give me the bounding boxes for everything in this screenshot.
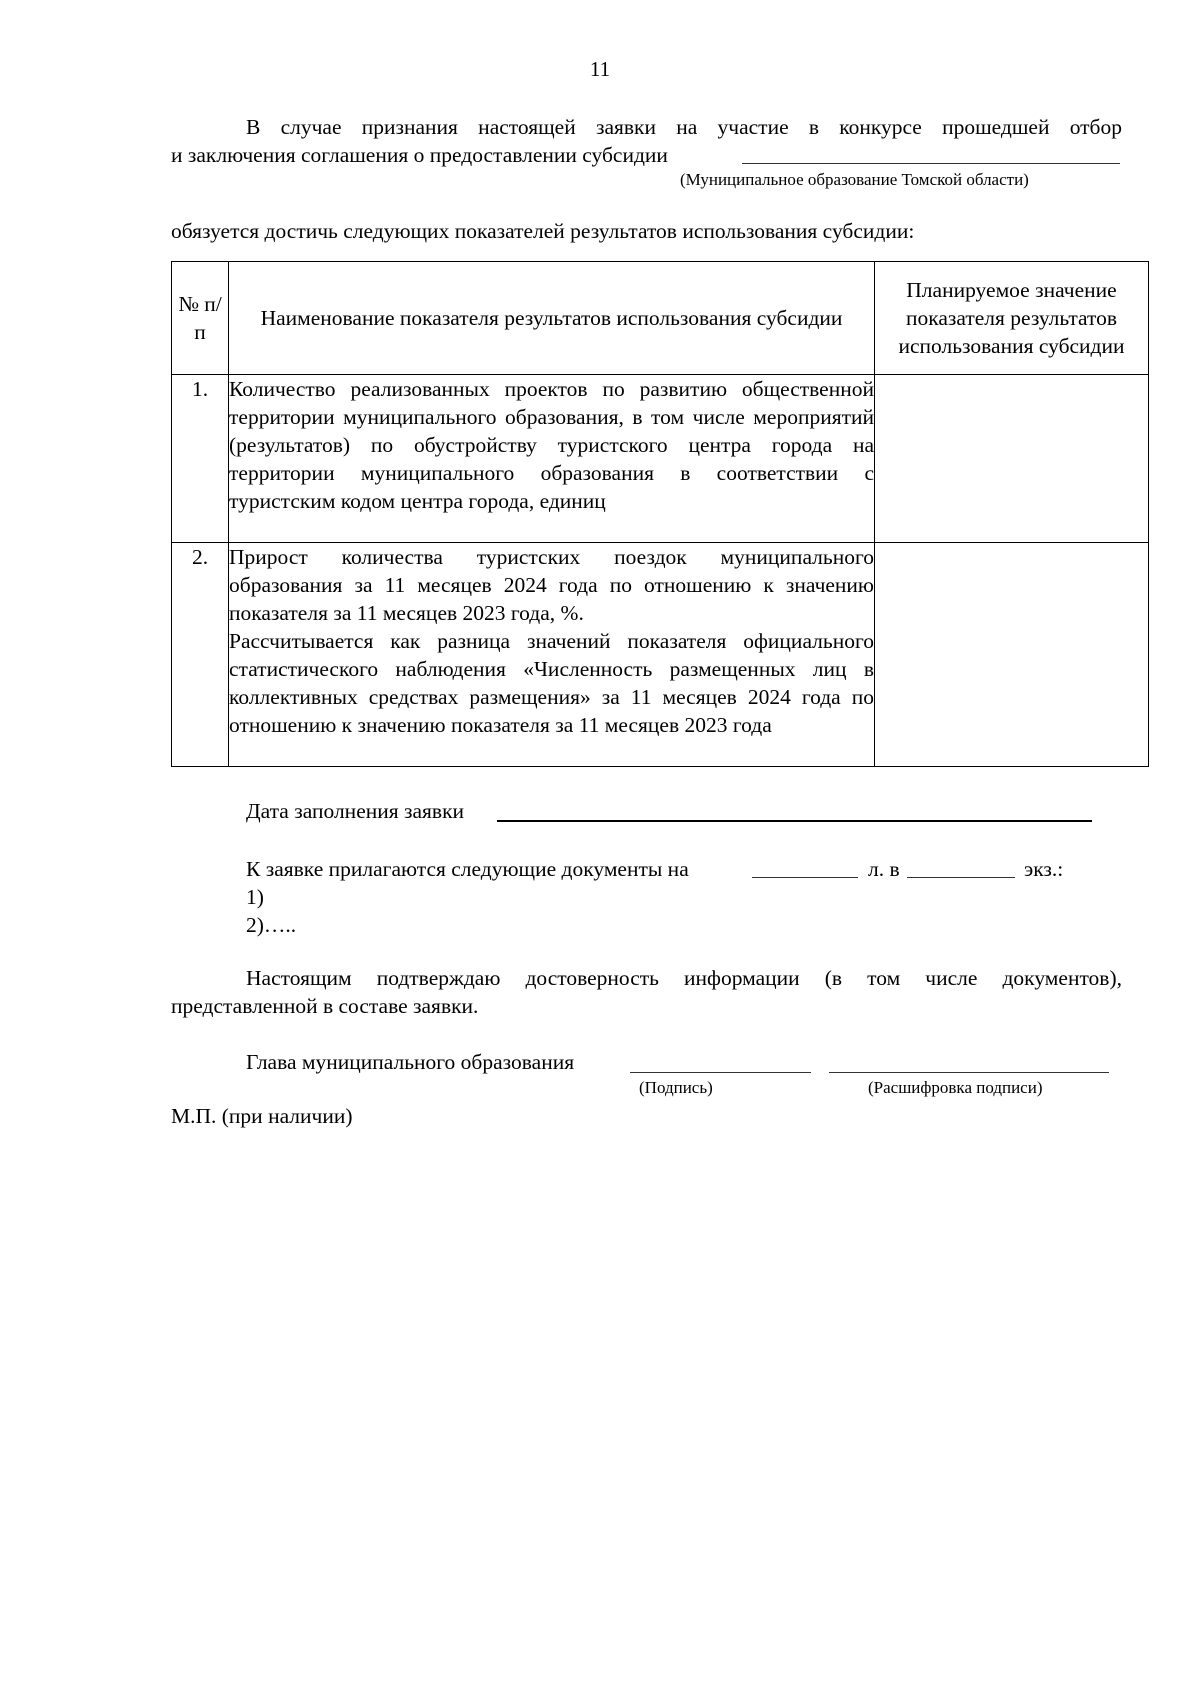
signature-caption: (Подпись): [639, 1078, 713, 1097]
attachments-pages-unit: л. в: [868, 857, 900, 881]
attachments-label: К заявке прилагаются следующие документы на: [246, 857, 689, 881]
table-header-row: [172, 262, 1149, 375]
signature-decode-field[interactable]: [829, 1072, 1109, 1073]
confirmation-text: Настоящим подтверждаю достоверность информации (в том числе документов), представленной в составе заявки.: [171, 966, 1122, 1018]
intro-line-1: В случае признания настоящей заявки на участие в конкурсе прошедшей отбор: [246, 115, 1122, 139]
indicators-table: [171, 261, 1149, 767]
attachments-copies-unit: экз.:: [1024, 857, 1064, 881]
row-1-name: Количество реализованных проектов по развитию общественной территории муниципального образования, в том числе мероприятий (результатов) по обустройству туристского центра города на территории муниципального образования в соответствии с туристским кодом центра города, единиц: [229, 375, 875, 543]
municipality-blank-line[interactable]: [742, 163, 1120, 164]
fill-date-label: Дата заполнения заявки: [246, 799, 465, 823]
stamp-text: М.П. (при наличии): [171, 1104, 353, 1128]
header-number-label: № п/п: [178, 292, 222, 344]
obligation-text: обязуется достичь следующих показателей результатов использования субсидии:: [171, 219, 915, 243]
table-row: [172, 543, 1149, 767]
attachment-item-1: 1): [246, 885, 264, 909]
copies-count-field[interactable]: [907, 877, 1015, 878]
attachment-item-2: 2)…..: [246, 913, 297, 937]
municipality-caption: (Муниципальное образование Томской области): [680, 170, 1029, 189]
header-planned-label: Планируемое значение показателя результатов использования субсидии: [898, 278, 1125, 358]
row-2-name: [229, 543, 875, 767]
row-2-name-main: Прирост количества туристских поездок муниципального образования за 11 месяцев 2024 года по отношению к значению показателя за 11 месяцев 2023 года, %.: [229, 545, 874, 625]
header-number: [172, 262, 229, 375]
pages-count-field[interactable]: [752, 877, 858, 878]
signature-label: Глава муниципального образования: [246, 1050, 575, 1074]
header-planned: [875, 262, 1149, 375]
signature-field[interactable]: [630, 1072, 811, 1073]
table-row: [172, 375, 1149, 543]
row-1-planned-value[interactable]: [875, 375, 1149, 543]
signature-decode-caption: (Расшифровка подписи): [868, 1078, 1043, 1097]
row-2-name-calc: Рассчитывается как разница значений показателя официального статистического наблюдения «Численность размещенных лиц в коллективных средствах размещения» за 11 месяцев 2024 года по отношению к значению показателя за 11 месяцев 2023 года: [229, 629, 874, 737]
intro-line-2: и заключения соглашения о предоставлении субсидии: [171, 143, 668, 167]
row-2-planned-value[interactable]: [875, 543, 1149, 767]
header-name: [229, 262, 875, 375]
header-name-label: Наименование показателя результатов использования субсидии: [260, 306, 843, 330]
row-1-number: 1.: [172, 375, 229, 543]
page-number: 11: [589, 57, 611, 81]
row-2-number: 2.: [172, 543, 229, 767]
fill-date-field[interactable]: [497, 820, 1092, 822]
